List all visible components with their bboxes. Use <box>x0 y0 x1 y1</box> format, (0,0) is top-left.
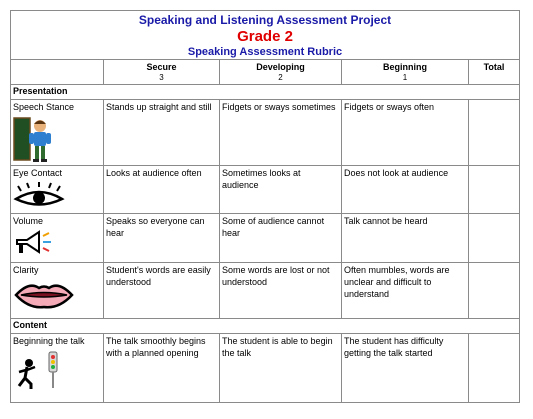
secure-cell: Speaks so everyone can hear <box>104 214 220 263</box>
column-label: Secure <box>146 62 177 72</box>
table-row <box>11 334 520 403</box>
megaphone-icon <box>13 230 55 256</box>
category-label: Eye Contact <box>13 168 63 178</box>
column-label: Total <box>483 62 505 72</box>
developing-cell: The student is able to begin the talk <box>220 334 342 403</box>
category-label: Beginning the talk <box>13 336 85 346</box>
column-score: 2 <box>278 73 283 82</box>
beginning-cell: Often mumbles, words are unclear and difficult to understand <box>342 263 469 319</box>
secure-cell: The talk smoothly begins with a planned opening <box>104 334 220 403</box>
category-label: Clarity <box>13 265 39 275</box>
table-row <box>11 100 520 166</box>
category-cell <box>11 334 104 403</box>
eye-icon <box>13 182 65 208</box>
developing-cell: Sometimes looks at audience <box>220 166 342 214</box>
beginning-cell: Talk cannot be heard <box>342 214 469 263</box>
category-label: Volume <box>13 216 44 226</box>
developing-cell: Some words are lost or not understood <box>220 263 342 319</box>
beginning-cell: The student has difficulty getting the talk started <box>342 334 469 403</box>
column-header-total <box>469 60 520 85</box>
secure-cell: Looks at audience often <box>104 166 220 214</box>
developing-cell: Some of audience cannot hear <box>220 214 342 263</box>
column-score: 1 <box>402 73 408 82</box>
column-header-beginning <box>342 60 469 85</box>
traffic-light-figure-icon <box>13 350 63 390</box>
secure-cell: Stands up straight and still <box>104 100 220 166</box>
secure-cell: Student's words are easily understood <box>104 263 220 319</box>
column-header-secure <box>104 60 220 85</box>
beginning-cell: Does not look at audience <box>342 166 469 214</box>
table-row <box>11 214 520 263</box>
total-cell <box>469 100 520 166</box>
total-cell <box>469 334 520 403</box>
rubric-header <box>11 11 520 60</box>
category-cell <box>11 263 104 319</box>
section-title-content: Content <box>11 319 520 334</box>
project-title: Speaking and Listening Assessment Project <box>138 13 392 27</box>
category-cell <box>11 214 104 263</box>
table-row <box>11 263 520 319</box>
section-title-presentation: Presentation <box>11 85 520 100</box>
category-cell <box>11 166 104 214</box>
column-label: Beginning <box>383 62 427 72</box>
grade-title: Grade 2 <box>237 28 293 45</box>
total-cell <box>469 166 520 214</box>
table-row <box>11 166 520 214</box>
standing-boy-icon <box>13 116 57 164</box>
total-cell <box>469 263 520 319</box>
total-cell <box>469 214 520 263</box>
rubric-table <box>10 10 520 403</box>
beginning-cell: Fidgets or sways often <box>342 100 469 166</box>
column-label: Developing <box>256 62 305 72</box>
column-header-developing <box>220 60 342 85</box>
developing-cell: Fidgets or sways sometimes <box>220 100 342 166</box>
blank-header-cell <box>11 60 104 85</box>
lips-icon <box>13 279 75 311</box>
category-cell <box>11 100 104 166</box>
rubric-subtitle: Speaking Assessment Rubric <box>187 46 343 58</box>
category-label: Speech Stance <box>13 102 75 112</box>
column-score: 3 <box>159 73 164 82</box>
